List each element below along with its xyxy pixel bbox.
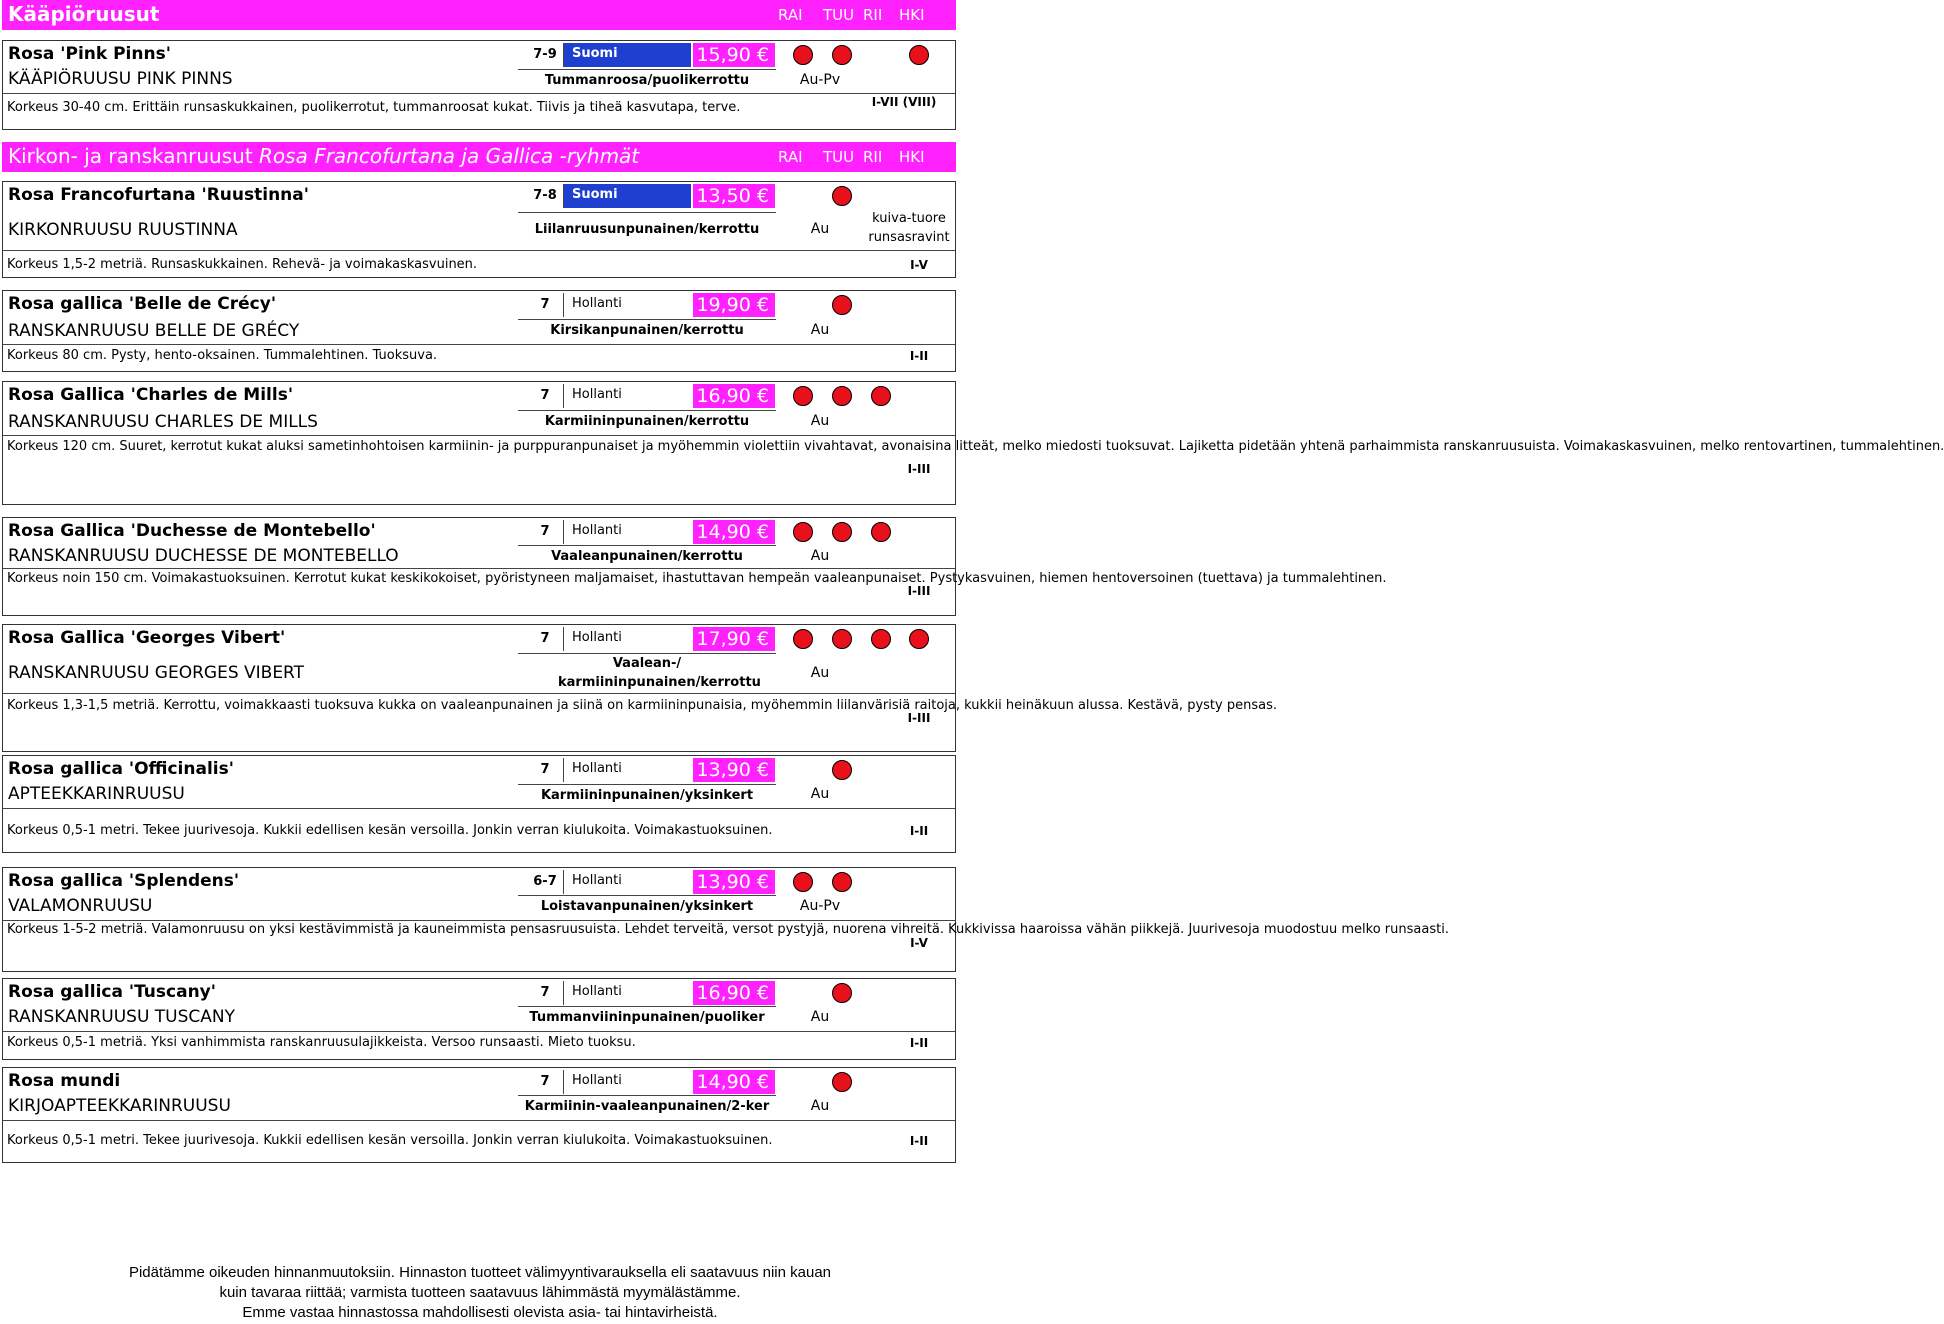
rose-name: Rosa mundi	[8, 1071, 121, 1091]
rose-card	[2, 755, 956, 853]
common-name: RANSKANRUUSU GEORGES VIBERT	[8, 663, 305, 683]
bloom-time: Au	[810, 1098, 830, 1114]
hardiness-zone: 7	[540, 524, 550, 539]
common-name: RANSKANRUUSU TUSCANY	[8, 1007, 236, 1027]
divider	[3, 250, 955, 251]
flower-color: Liilanruusunpunainen/kerrottu	[518, 212, 776, 246]
rose-card	[2, 978, 956, 1060]
rose-name: Rosa gallica 'Tuscany'	[8, 982, 216, 1002]
price-tag: 13,50 €	[693, 184, 775, 208]
availability-dot-rai	[793, 629, 813, 649]
bloom-time: Au-Pv	[799, 898, 841, 914]
section-subtitle: Rosa Francofurtana ja Gallica -ryhmät	[259, 144, 640, 168]
rose-name: Rosa gallica 'Belle de Crécy'	[8, 294, 277, 314]
flower-color: Tummanroosa/puolikerrottu	[518, 69, 776, 88]
hardiness-zone: 7	[540, 388, 550, 403]
availability-dot-tuu	[832, 45, 852, 65]
description: Korkeus 1,5-2 metriä. Runsaskukkainen. Rehevä- ja voimakaskasvuinen.	[7, 257, 478, 272]
section-title: Kääpiöruusut	[8, 2, 160, 26]
description: Korkeus 120 cm. Suuret, kerrotut kukat aluksi sametinhohtoisen karmiinin- ja purppuranpunaiset ja myöhemmin violettiin vivahtavat, avonaisina litteät, melko miedosti tuoksuvat. Lajiketta pidetään yhtenä parhaimmista ranskanruusuista. Voimakaskasvuinen, melko rentovartinen, tummalehtinen.	[7, 439, 1944, 454]
description: Korkeus noin 150 cm. Voimakastuoksuinen. Kerrotut kukat keskikokoiset, pyöristyneen maljamaiset, ihastuttavan hempeän vaaleanpunaiset. Pystykasvuinen, hiemen hentoversoinen (tuettava) ja tummalehtinen.	[7, 571, 1387, 586]
origin-badge: Hollanti	[563, 293, 691, 317]
rose-card	[2, 1067, 956, 1163]
rose-name: Rosa 'Pink Pinns'	[8, 44, 171, 64]
rose-card	[2, 867, 1449, 972]
price-tag: 14,90 €	[693, 1070, 775, 1094]
bloom-time: Au-Pv	[799, 72, 841, 88]
zone-range: I-III	[907, 462, 931, 476]
origin-badge: Hollanti	[563, 981, 691, 1005]
price-tag: 16,90 €	[693, 981, 775, 1005]
bloom-time: Au	[810, 665, 830, 681]
common-name: APTEEKKARINRUUSU	[8, 784, 185, 804]
column-rai: RAI	[778, 6, 803, 24]
zone-range: I-II	[909, 1134, 929, 1148]
availability-dot-hki	[909, 45, 929, 65]
section-header-kaapioruusut	[2, 0, 956, 30]
origin-badge: Hollanti	[563, 758, 691, 782]
zone-range: I-III	[907, 711, 931, 725]
rose-name: Rosa Gallica 'Charles de Mills'	[8, 385, 294, 405]
common-name: RANSKANRUUSU BELLE DE GRÉCY	[8, 321, 300, 341]
origin-badge: Suomi	[563, 184, 691, 208]
rose-name: Rosa Gallica 'Duchesse de Montebello'	[8, 521, 376, 541]
bloom-time: Au	[810, 786, 830, 802]
divider	[3, 693, 955, 694]
bloom-time: Au	[810, 221, 830, 237]
hardiness-zone: 7	[540, 297, 550, 312]
price-tag: 15,90 €	[693, 43, 775, 67]
origin-badge: Hollanti	[563, 384, 691, 408]
price-tag: 13,90 €	[693, 870, 775, 894]
column-hki: HKI	[899, 6, 925, 24]
availability-dot-tuu	[832, 629, 852, 649]
flower-color: Vaaleanpunainen/kerrottu	[518, 545, 776, 564]
rose-name: Rosa Gallica 'Georges Vibert'	[8, 628, 286, 648]
price-tag: 14,90 €	[693, 520, 775, 544]
availability-dot-tuu	[832, 186, 852, 206]
availability-dot-tuu	[832, 872, 852, 892]
column-rai: RAI	[778, 148, 803, 166]
origin-badge: Hollanti	[563, 520, 691, 544]
zone-range: I-II	[909, 824, 929, 838]
availability-dot-rai	[793, 45, 813, 65]
common-name: VALAMONRUUSU	[8, 896, 153, 916]
flower-color: Vaalean-/ karmiininpunainen/kerrottu	[518, 653, 776, 693]
flower-color: Tummanviininpunainen/puoliker	[518, 1006, 776, 1025]
availability-dot-tuu	[832, 295, 852, 315]
rose-card	[2, 381, 1944, 505]
rose-name: Rosa Francofurtana 'Ruustinna'	[8, 185, 309, 205]
common-name: KÄÄPIÖRUUSU PINK PINNS	[8, 69, 233, 89]
flower-color: Karmiininpunainen/yksinkert	[518, 784, 776, 803]
bloom-time: Au	[810, 548, 830, 564]
zone-range: I-II	[909, 349, 929, 363]
column-rii: RII	[863, 148, 883, 166]
availability-dot-rai	[793, 386, 813, 406]
rose-card	[2, 517, 1387, 616]
availability-dot-rii	[871, 629, 891, 649]
flower-color: Kirsikanpunainen/kerrottu	[518, 319, 776, 338]
availability-dot-tuu	[832, 983, 852, 1003]
zone-range: I-V	[910, 258, 928, 272]
rose-card	[2, 181, 956, 278]
availability-dot-rai	[793, 872, 813, 892]
description: Korkeus 0,5-1 metriä. Yksi vanhimmista ranskanruusulajikkeista. Versoo runsaasti. Mieto tuoksu.	[7, 1035, 636, 1050]
divider	[3, 808, 955, 809]
growing-conditions: kuiva-tuore runsasravint	[868, 211, 950, 245]
availability-dot-rii	[871, 522, 891, 542]
availability-dot-tuu	[832, 386, 852, 406]
bloom-time: Au	[810, 413, 830, 429]
origin-badge: Hollanti	[563, 1070, 691, 1094]
availability-dot-tuu	[832, 760, 852, 780]
zone-range: I-VII (VIII)	[871, 95, 937, 109]
column-hki: HKI	[899, 148, 925, 166]
rose-card	[2, 290, 956, 372]
availability-dot-rii	[871, 386, 891, 406]
price-tag: 17,90 €	[693, 627, 775, 651]
bloom-time: Au	[810, 322, 830, 338]
section-title: Kirkon- ja ranskanruusut Rosa Francofurtana ja Gallica -ryhmät	[8, 144, 640, 168]
hardiness-zone: 7-8	[533, 188, 557, 203]
price-tag: 13,90 €	[693, 758, 775, 782]
common-name: KIRKONRUUSU RUUSTINNA	[8, 220, 238, 240]
rose-card	[2, 624, 1277, 752]
column-rii: RII	[863, 6, 883, 24]
hardiness-zone: 6-7	[533, 874, 557, 889]
rose-card	[2, 40, 956, 130]
description: Korkeus 30-40 cm. Erittäin runsaskukkainen, puolikerrotut, tummanroosat kukat. Tiivis ja tiheä kasvutapa, terve.	[7, 100, 741, 115]
divider	[3, 93, 955, 94]
footer-line: Pidätämme oikeuden hinnanmuutoksiin. Hinnaston tuotteet välimyyntivarauksella eli saatavuus niin kauan	[128, 1264, 832, 1281]
description: Korkeus 1,3-1,5 metriä. Kerrottu, voimakkaasti tuoksuva kukka on vaaleanpunainen ja siinä on karmiininpunaisia, myöhemmin liilanvärisiä raitoja, kukkii heinäkuun alussa. Kestävä, pysty pensas.	[7, 698, 1277, 713]
description: Korkeus 80 cm. Pysty, hento-oksainen. Tummalehtinen. Tuoksuva.	[7, 348, 438, 363]
price-tag: 16,90 €	[693, 384, 775, 408]
origin-badge: Hollanti	[563, 627, 691, 651]
column-tuu: TUU	[823, 6, 855, 24]
availability-dot-rai	[793, 522, 813, 542]
zone-range: I-V	[910, 936, 928, 950]
common-name: RANSKANRUUSU CHARLES DE MILLS	[8, 412, 318, 432]
availability-dot-tuu	[832, 1072, 852, 1092]
bloom-time: Au	[810, 1009, 830, 1025]
section-header-kirkon-ranskanruusut	[2, 142, 956, 172]
availability-dot-hki	[909, 629, 929, 649]
hardiness-zone: 7	[540, 762, 550, 777]
hardiness-zone: 7	[540, 1074, 550, 1089]
origin-badge: Suomi	[563, 43, 691, 67]
price-tag: 19,90 €	[693, 293, 775, 317]
zone-range: I-III	[907, 584, 931, 598]
origin-badge: Hollanti	[563, 870, 691, 894]
divider	[3, 1120, 955, 1121]
column-tuu: TUU	[823, 148, 855, 166]
footer-line: kuin tavaraa riittää; varmista tuotteen saatavuus lähimmästä myymälästämme.	[219, 1284, 741, 1301]
common-name: RANSKANRUUSU DUCHESSE DE MONTEBELLO	[8, 546, 399, 566]
footer-disclaimer	[0, 1263, 960, 1323]
rose-name: Rosa gallica 'Officinalis'	[8, 759, 234, 779]
hardiness-zone: 7	[540, 631, 550, 646]
rose-name: Rosa gallica 'Splendens'	[8, 871, 240, 891]
availability-dot-tuu	[832, 522, 852, 542]
flower-color: Loistavanpunainen/yksinkert	[518, 895, 776, 914]
common-name: KIRJOAPTEEKKARINRUUSU	[8, 1096, 231, 1116]
hardiness-zone: 7	[540, 985, 550, 1000]
flower-color: Karmiinin-vaaleanpunainen/2-ker	[518, 1095, 776, 1114]
flower-color: Karmiininpunainen/kerrottu	[518, 410, 776, 429]
footer-line: Emme vastaa hinnastossa mahdollisesti olevista asia- tai hintavirheistä.	[242, 1304, 718, 1321]
zone-range: I-II	[909, 1036, 929, 1050]
description: Korkeus 1-5-2 metriä. Valamonruusu on yksi kestävimmistä ja kauneimmista pensasruusuista. Lehdet terveitä, versot pystyjä, nuorena vihreitä. Kukkivissa haaroissa vähän piikkejä. Juurivesoja muodostuu melko runsaasti.	[7, 922, 1449, 937]
hardiness-zone: 7-9	[533, 47, 557, 62]
description: Korkeus 0,5-1 metri. Tekee juurivesoja. Kukkii edellisen kesän versoilla. Jonkin verran kiulukoita. Voimakastuoksuinen.	[7, 1133, 773, 1148]
description: Korkeus 0,5-1 metri. Tekee juurivesoja. Kukkii edellisen kesän versoilla. Jonkin verran kiulukoita. Voimakastuoksuinen.	[7, 823, 773, 838]
